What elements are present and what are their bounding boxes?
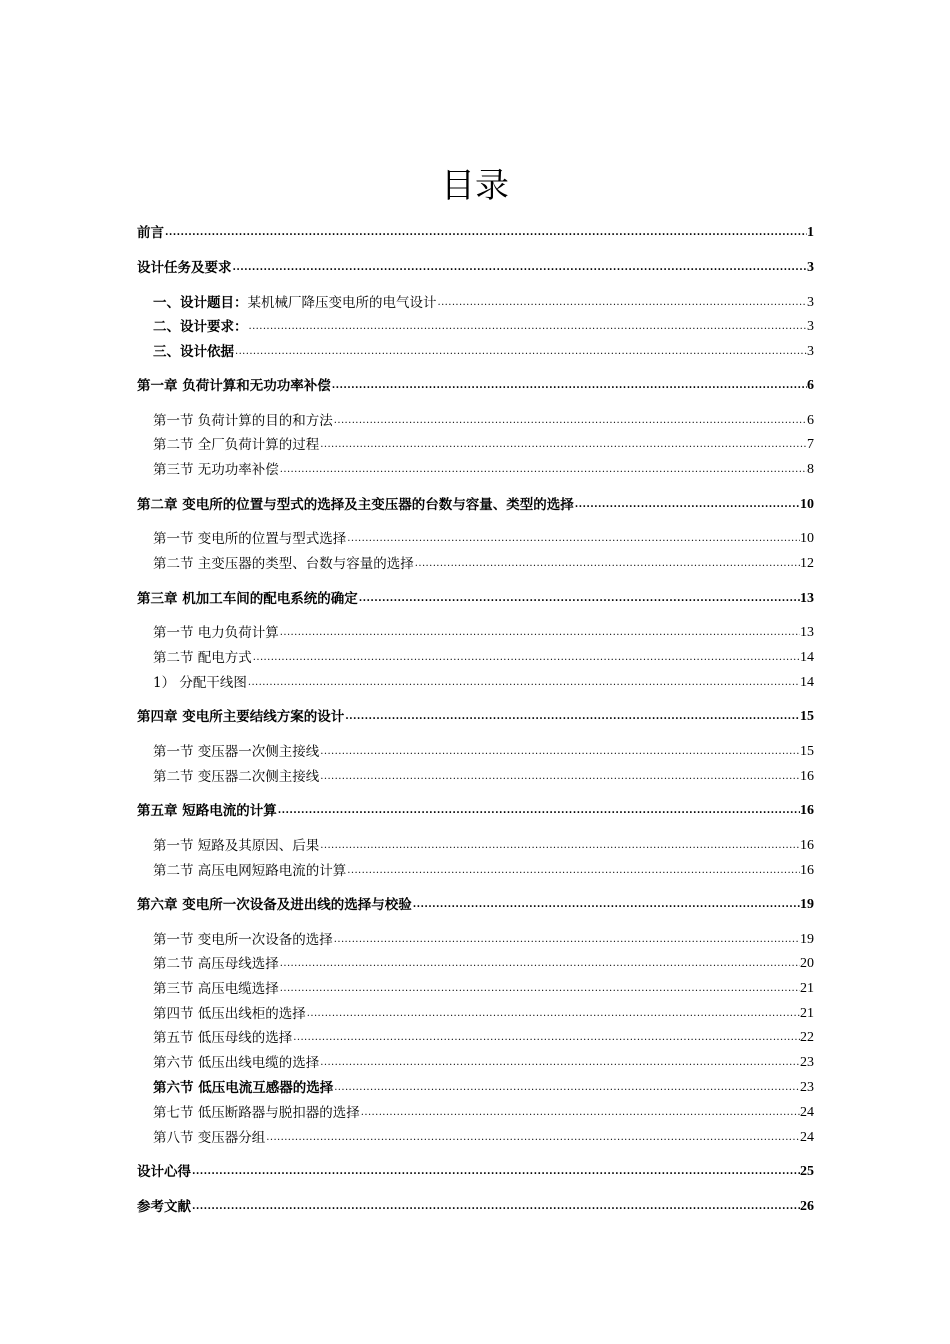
- toc-dot-leader: [292, 1029, 800, 1047]
- toc-section-entry[interactable]: [153, 339, 814, 361]
- toc-chapter-entry[interactable]: [137, 1159, 814, 1181]
- toc-page-number: 25: [800, 1164, 814, 1179]
- toc-section-entry[interactable]: [153, 290, 814, 312]
- toc-dot-leader: [277, 802, 800, 820]
- toc-entry-title: [153, 294, 437, 312]
- toc-entry-title: [153, 1079, 333, 1097]
- toc-dot-leader: [232, 259, 808, 277]
- toc-page-number: 8: [807, 462, 814, 477]
- toc-dot-leader: [333, 412, 807, 430]
- toc-chapter-entry[interactable]: [137, 704, 814, 726]
- toc-entry-title: [153, 837, 319, 855]
- toc-dot-leader: [346, 530, 800, 548]
- toc-page-number: 19: [800, 932, 814, 947]
- toc-entry-text: 第五章 短路电流的计算: [137, 803, 277, 819]
- toc-page-number: 3: [807, 260, 814, 275]
- toc-page-number: 10: [800, 531, 814, 546]
- toc-entry-title: [137, 1163, 191, 1181]
- toc-dot-leader: [319, 1054, 800, 1072]
- toc-page-number: 3: [807, 319, 814, 334]
- toc-dot-leader: [360, 1104, 800, 1122]
- toc-entry-title: [153, 931, 333, 949]
- toc-page-number: 16: [800, 863, 814, 878]
- toc-entry-text: 第二节 高压母线选择: [153, 956, 279, 972]
- toc-entry-text: 第一节 电力负荷计算: [153, 625, 279, 641]
- toc-section-entry[interactable]: [153, 951, 814, 973]
- toc-dot-leader: [358, 590, 800, 608]
- toc-dot-leader: [279, 461, 807, 479]
- toc-entry-title: [153, 461, 279, 479]
- toc-page-number: 13: [800, 591, 814, 606]
- toc-entry-title: [153, 980, 279, 998]
- toc-chapter-entry[interactable]: [137, 220, 814, 242]
- toc-section-entry[interactable]: [153, 1075, 814, 1097]
- toc-entry-text: 第一节 变电所的位置与型式选择: [153, 531, 347, 547]
- toc-section-entry[interactable]: [153, 764, 814, 786]
- toc-page-number: 3: [807, 295, 814, 310]
- toc-page-number: 24: [800, 1105, 814, 1120]
- toc-dot-leader: [414, 555, 800, 573]
- toc-entry-title: [153, 862, 346, 880]
- toc-entry-text: 第一节 变压器一次侧主接线: [153, 744, 320, 760]
- toc-chapter-entry[interactable]: [137, 255, 814, 277]
- toc-entry-title: [137, 1198, 191, 1216]
- toc-entry-text: 第二章 变电所的位置与型式的选择及主变压器的台数与容量、类型的选择: [137, 497, 574, 513]
- toc-section-entry[interactable]: [153, 927, 814, 949]
- toc-page-number: 15: [800, 744, 814, 759]
- toc-entry-text: 第二节 变压器二次侧主接线: [153, 769, 320, 785]
- toc-dot-leader: [437, 294, 808, 312]
- toc-entry-text: 第一节 变电所一次设备的选择: [153, 932, 333, 948]
- toc-entry-title: [153, 1129, 265, 1147]
- toc-page-number: 7: [807, 437, 814, 452]
- toc-page-number: 20: [800, 956, 814, 971]
- toc-entry-title: [153, 624, 279, 642]
- toc-page-number: 22: [800, 1030, 814, 1045]
- toc-entry-title: [153, 743, 319, 761]
- toc-entry-text: 某机械厂降压变电所的电气设计: [247, 295, 437, 311]
- toc-entry-title: [153, 343, 234, 361]
- toc-entry-text: 1） 分配干线图: [153, 675, 247, 691]
- toc-page-number: 6: [807, 378, 814, 393]
- toc-entry-bold-prefix: 第六节 低压电流互感器的选择: [153, 1080, 334, 1096]
- toc-page-number: 13: [800, 625, 814, 640]
- toc-entry-title: [153, 768, 319, 786]
- toc-page-number: 16: [800, 838, 814, 853]
- toc-page-number: 15: [800, 709, 814, 724]
- toc-entry-title: [153, 1029, 292, 1047]
- toc-dot-leader: [248, 318, 808, 336]
- toc-dot-leader: [265, 1129, 800, 1147]
- toc-entry-text: 前言: [137, 225, 164, 241]
- toc-entry-text: 第三节 高压电缆选择: [153, 981, 279, 997]
- toc-section-entry[interactable]: [153, 1125, 814, 1147]
- toc-section-entry[interactable]: [153, 408, 814, 430]
- toc-page-number: 19: [800, 897, 814, 912]
- toc-entry-text: 设计心得: [137, 1164, 191, 1180]
- toc-entry-title: [153, 318, 248, 336]
- toc-section-entry[interactable]: [153, 670, 814, 692]
- toc-dot-leader: [279, 980, 800, 998]
- toc-page-number: 16: [800, 769, 814, 784]
- toc-entry-text: 第二节 主变压器的类型、台数与容量的选择: [153, 556, 414, 572]
- toc-chapter-entry[interactable]: [137, 892, 814, 914]
- toc-section-entry[interactable]: [153, 620, 814, 642]
- toc-chapter-entry[interactable]: [137, 798, 814, 820]
- toc-dot-leader: [306, 1005, 800, 1023]
- toc-entry-title: [153, 555, 414, 573]
- toc-section-entry[interactable]: [153, 645, 814, 667]
- toc-section-entry[interactable]: [153, 551, 814, 573]
- toc-entry-text: 第三节 无功功率补偿: [153, 462, 279, 478]
- toc-entry-text: 第六章 变电所一次设备及进出线的选择与校验: [137, 897, 412, 913]
- toc-dot-leader: [234, 343, 807, 361]
- toc-page-number: 6: [807, 413, 814, 428]
- toc-dot-leader: [319, 837, 800, 855]
- toc-entry-text: 参考文献: [137, 1199, 191, 1215]
- toc-entry-title: [153, 530, 346, 548]
- toc-page-number: 26: [800, 1199, 814, 1214]
- toc-page-number: 1: [807, 225, 814, 240]
- toc-dot-leader: [247, 674, 800, 692]
- toc-dot-leader: [344, 708, 800, 726]
- toc-entry-title: [153, 1005, 306, 1023]
- toc-entry-text: 第二节 高压电网短路电流的计算: [153, 863, 347, 879]
- toc-entry-bold-prefix: 二、设计要求：: [153, 319, 248, 335]
- toc-section-entry[interactable]: [153, 858, 814, 880]
- toc-page-number: 21: [800, 981, 814, 996]
- toc-section-entry[interactable]: [153, 526, 814, 548]
- toc-page-number: 24: [800, 1130, 814, 1145]
- toc-section-entry[interactable]: [153, 1025, 814, 1047]
- toc-entry-title: [137, 708, 344, 726]
- toc-entry-title: [153, 412, 333, 430]
- toc-entry-text: 第四章 变电所主要结线方案的设计: [137, 709, 345, 725]
- toc-entry-text: 第三章 机加工车间的配电系统的确定: [137, 591, 358, 607]
- toc-dot-leader: [319, 768, 800, 786]
- toc-entry-text: 第六节 低压出线电缆的选择: [153, 1055, 320, 1071]
- toc-chapter-entry[interactable]: [137, 586, 814, 608]
- toc-section-entry[interactable]: [153, 976, 814, 998]
- toc-page-number: 14: [800, 675, 814, 690]
- page-title: 目录: [441, 166, 509, 206]
- toc-dot-leader: [333, 1079, 800, 1097]
- toc-entry-text: 第五节 低压母线的选择: [153, 1030, 293, 1046]
- toc-entry-title: [153, 955, 279, 973]
- toc-entry-text: 第二节 全厂负荷计算的过程: [153, 437, 320, 453]
- toc-page-number: 12: [800, 556, 814, 571]
- toc-section-entry[interactable]: [153, 1050, 814, 1072]
- toc-page-number: 3: [807, 344, 814, 359]
- toc-entry-bold-prefix: 三、设计依据: [153, 344, 234, 360]
- toc-entry-title: [153, 436, 319, 454]
- toc-page-number: 10: [800, 497, 814, 512]
- toc-entry-text: 第一章 负荷计算和无功功率补偿: [137, 378, 331, 394]
- toc-entry-title: [137, 224, 164, 242]
- toc-entry-text: 第四节 低压出线柜的选择: [153, 1006, 306, 1022]
- toc-entry-title: [137, 496, 574, 514]
- toc-page-number: 23: [800, 1055, 814, 1070]
- toc-entry-title: [137, 259, 232, 277]
- toc-dot-leader: [319, 436, 807, 454]
- toc-entry-bold-prefix: 一、设计题目：: [153, 295, 248, 311]
- toc-dot-leader: [191, 1198, 800, 1216]
- toc-dot-leader: [252, 649, 800, 667]
- toc-dot-leader: [412, 896, 800, 914]
- toc-entry-title: [153, 649, 252, 667]
- toc-dot-leader: [574, 496, 800, 514]
- toc-page-number: 23: [800, 1080, 814, 1095]
- toc-section-entry[interactable]: [153, 314, 814, 336]
- toc-page-number: 16: [800, 803, 814, 818]
- toc-entry-title: [137, 590, 358, 608]
- toc-entry-title: [153, 674, 247, 692]
- toc-chapter-entry[interactable]: [137, 492, 814, 514]
- toc-entry-title: [137, 802, 277, 820]
- toc-section-entry[interactable]: [153, 739, 814, 761]
- toc-dot-leader: [346, 862, 800, 880]
- toc-entry-text: 第八节 变压器分组: [153, 1130, 266, 1146]
- toc-dot-leader: [333, 931, 800, 949]
- toc-entry-text: 设计任务及要求: [137, 260, 232, 276]
- toc-entry-text: 第一节 负荷计算的目的和方法: [153, 413, 333, 429]
- toc-section-entry[interactable]: [153, 457, 814, 479]
- toc-dot-leader: [191, 1163, 800, 1181]
- toc-section-entry[interactable]: [153, 1001, 814, 1023]
- toc-dot-leader: [279, 955, 800, 973]
- toc-entry-title: [137, 896, 412, 914]
- toc-chapter-entry[interactable]: [137, 373, 814, 395]
- toc-section-entry[interactable]: [153, 833, 814, 855]
- toc-chapter-entry[interactable]: [137, 1194, 814, 1216]
- toc-page-number: 21: [800, 1006, 814, 1021]
- toc-dot-leader: [164, 224, 807, 242]
- toc-section-entry[interactable]: [153, 432, 814, 454]
- toc-entry-title: [153, 1054, 319, 1072]
- toc-page-number: 14: [800, 650, 814, 665]
- toc-dot-leader: [279, 624, 800, 642]
- toc-dot-leader: [319, 743, 800, 761]
- toc-dot-leader: [331, 377, 807, 395]
- toc-entry-text: 第七节 低压断路器与脱扣器的选择: [153, 1105, 360, 1121]
- toc-section-entry[interactable]: [153, 1100, 814, 1122]
- toc-entry-title: [153, 1104, 360, 1122]
- toc-entry-text: 第二节 配电方式: [153, 650, 252, 666]
- toc-entry-title: [137, 377, 331, 395]
- toc-entry-text: 第一节 短路及其原因、后果: [153, 838, 320, 854]
